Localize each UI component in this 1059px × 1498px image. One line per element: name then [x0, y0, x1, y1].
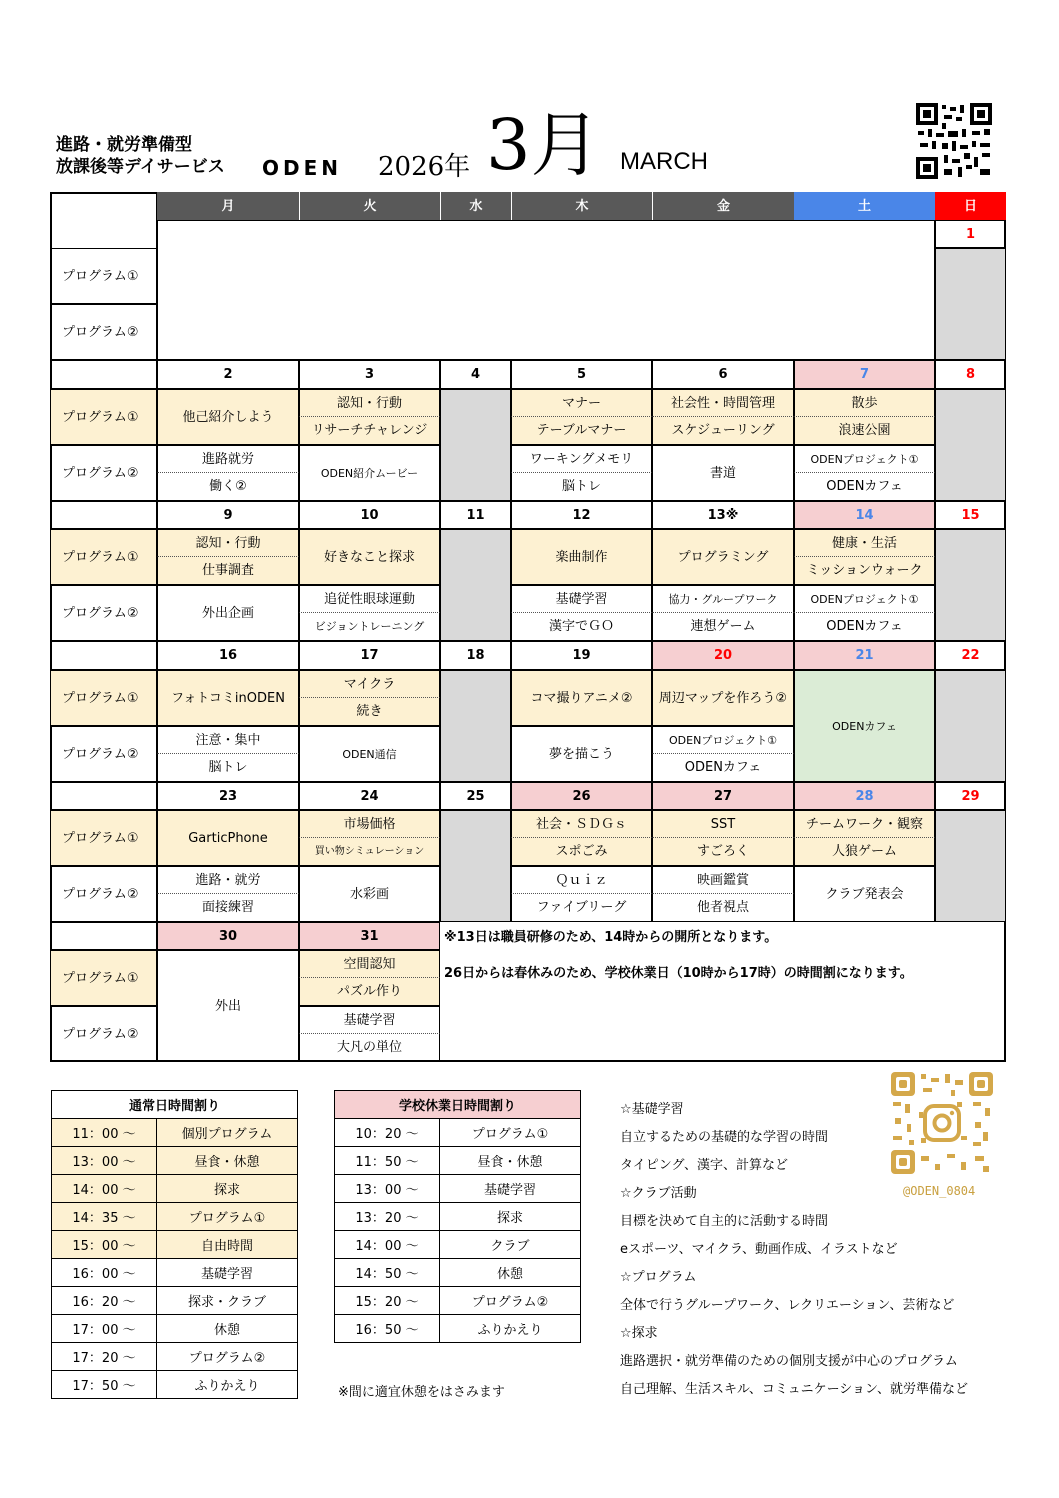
program-item[interactable]: ODENプロジェクト①: [794, 585, 935, 613]
qr-code-icon[interactable]: [916, 103, 992, 179]
activity: ふりかえり: [440, 1315, 581, 1343]
normal-schedule-table: [51, 1090, 298, 1399]
day-10[interactable]: 10: [299, 501, 440, 529]
day-4[interactable]: 4: [440, 360, 511, 389]
program-item[interactable]: ビジョントレーニング: [299, 613, 440, 641]
legend-text: 目標を決めて自主的に活動する時間: [620, 1214, 829, 1229]
legend-heading: ☆基礎学習: [620, 1102, 684, 1117]
label-program1: プログラム①: [50, 529, 157, 585]
legend-heading: ☆プログラム: [620, 1270, 697, 1285]
org-name: ODEN: [262, 156, 343, 180]
time: 17：20 〜: [52, 1343, 157, 1371]
program-item[interactable]: 進路・就労: [157, 866, 299, 894]
activity: クラブ: [440, 1231, 581, 1259]
activity: 探求: [440, 1203, 581, 1231]
program-item[interactable]: マナー: [511, 389, 652, 417]
org-title: [56, 134, 225, 178]
legend-heading: ☆探求: [620, 1326, 658, 1341]
program-item[interactable]: ワーキングメモリ: [511, 445, 652, 473]
program-item[interactable]: 好きなこと探求: [299, 529, 440, 585]
day-5[interactable]: 5: [511, 360, 652, 389]
day-31[interactable]: 31: [299, 922, 440, 950]
label-program2: プログラム②: [50, 304, 157, 360]
day-19[interactable]: 19: [511, 641, 652, 670]
closed-cell: [935, 810, 1006, 922]
year: 2026年: [378, 152, 471, 182]
program-item[interactable]: 認知・行動: [299, 389, 440, 417]
day-22[interactable]: 22: [935, 641, 1006, 670]
program-item[interactable]: 追従性眼球運動: [299, 585, 440, 613]
program-item[interactable]: ODEN紹介ムービー: [299, 445, 440, 501]
activity: 昼食・休憩: [440, 1147, 581, 1175]
day-26[interactable]: 26: [511, 782, 652, 810]
program-item[interactable]: 基礎学習: [299, 1006, 440, 1034]
day-12[interactable]: 12: [511, 501, 652, 529]
legend-text: タイピング、漢字、計算など: [620, 1158, 788, 1173]
activity: 基礎学習: [157, 1259, 298, 1287]
day-30[interactable]: 30: [157, 922, 299, 950]
day-1[interactable]: 1: [935, 220, 1006, 248]
time: 13：20 〜: [335, 1203, 440, 1231]
program-item[interactable]: 人狼ゲーム: [794, 838, 935, 866]
time: 17：00 〜: [52, 1315, 157, 1343]
program-item[interactable]: GarticPhone: [157, 810, 299, 866]
time: 11：50 〜: [335, 1147, 440, 1175]
program-item[interactable]: ミッションウォーク: [794, 557, 935, 585]
program-item[interactable]: 漢字でＧＯ: [511, 613, 652, 641]
program-item[interactable]: 健康・生活: [794, 529, 935, 557]
label-program2: プログラム②: [50, 726, 157, 782]
label-program1: プログラム①: [50, 950, 157, 1006]
day-24[interactable]: 24: [299, 782, 440, 810]
legend-text: 進路選択・就労準備のための個別支援が中心のプログラム: [620, 1354, 958, 1369]
program-item[interactable]: SST: [652, 810, 794, 838]
weekday-mon: 月: [157, 192, 299, 220]
program-item[interactable]: 基礎学習: [511, 585, 652, 613]
program-item[interactable]: 社会・ＳＤＧｓ: [511, 810, 652, 838]
program-item[interactable]: 書道: [652, 445, 794, 501]
program-item[interactable]: 散歩: [794, 389, 935, 417]
program-item[interactable]: パズル作り: [299, 978, 440, 1006]
program-item[interactable]: 仕事調査: [157, 557, 299, 585]
activity: ふりかえり: [157, 1371, 298, 1399]
program-item[interactable]: ODENカフェ: [652, 754, 794, 782]
day-2[interactable]: 2: [157, 360, 299, 389]
break-note: ※間に適宜休憩をはさみます: [338, 1385, 505, 1400]
legend-text: 全体で行うグループワーク、レクリエーション、芸術など: [620, 1298, 955, 1313]
program-item[interactable]: プログラミング: [652, 529, 794, 585]
note-13th: ※13日は職員研修のため、14時からの開所となります。: [444, 930, 778, 945]
activity: プログラム①: [157, 1203, 298, 1231]
day-28[interactable]: 28: [794, 782, 935, 810]
program-item[interactable]: ODENカフェ: [794, 473, 935, 501]
closed-cell: [935, 670, 1006, 782]
program-item[interactable]: 注意・集中: [157, 726, 299, 754]
normal-schedule-title: 通常日時間割り: [52, 1091, 298, 1119]
day-21[interactable]: 21: [794, 641, 935, 670]
day-9[interactable]: 9: [157, 501, 299, 529]
closed-cell: [440, 389, 511, 501]
time: 17：50 〜: [52, 1371, 157, 1399]
time: 16：00 〜: [52, 1259, 157, 1287]
calendar: [50, 192, 1006, 1062]
activity: 自由時間: [157, 1231, 298, 1259]
weekday-sun: 日: [935, 192, 1006, 220]
month: 3月: [486, 104, 601, 186]
closed-cell: [935, 529, 1006, 641]
label-program1: プログラム①: [50, 248, 157, 304]
program-item[interactable]: 水彩画: [299, 866, 440, 922]
time: 15：00 〜: [52, 1231, 157, 1259]
day-23[interactable]: 23: [157, 782, 299, 810]
day-18[interactable]: 18: [440, 641, 511, 670]
day-20[interactable]: 20: [652, 641, 794, 670]
activity: 昼食・休憩: [157, 1147, 298, 1175]
weekday-thu: 木: [511, 192, 652, 220]
instagram-qr-icon[interactable]: [891, 1072, 993, 1174]
program-item[interactable]: ODEN通信: [299, 726, 440, 782]
program-item[interactable]: マイクラ: [299, 670, 440, 698]
program-item[interactable]: 買い物シミュレーション: [299, 838, 440, 866]
weekday-sat: 土: [794, 192, 935, 220]
program-item[interactable]: 脳トレ: [157, 754, 299, 782]
day-14[interactable]: 14: [794, 501, 935, 529]
day-15[interactable]: 15: [935, 501, 1006, 529]
time: 14：50 〜: [335, 1259, 440, 1287]
program-item[interactable]: 周辺マップを作ろう②: [652, 670, 794, 726]
activity: プログラム②: [440, 1287, 581, 1315]
program-item[interactable]: 外出: [157, 950, 299, 1062]
program-item[interactable]: 外出企画: [157, 585, 299, 641]
activity: 基礎学習: [440, 1175, 581, 1203]
program-item[interactable]: リサーチチャレンジ: [299, 417, 440, 445]
program-item[interactable]: 認知・行動: [157, 529, 299, 557]
activity: 探求: [157, 1175, 298, 1203]
label-program1: プログラム①: [50, 670, 157, 726]
activity: 休憩: [440, 1259, 581, 1287]
program-item[interactable]: 社会性・時間管理: [652, 389, 794, 417]
program-item[interactable]: 映画鑑賞: [652, 866, 794, 894]
label-program2: プログラム②: [50, 445, 157, 501]
program-item[interactable]: 他己紹介しよう: [157, 389, 299, 445]
program-item[interactable]: 協力・グループワーク: [652, 585, 794, 613]
day-11[interactable]: 11: [440, 501, 511, 529]
time: 16：20 〜: [52, 1287, 157, 1315]
time: 10：20 〜: [335, 1119, 440, 1147]
day-3[interactable]: 3: [299, 360, 440, 389]
day-6[interactable]: 6: [652, 360, 794, 389]
holiday-schedule-title: 学校休業日時間割り: [335, 1091, 581, 1119]
program-item[interactable]: 楽曲制作: [511, 529, 652, 585]
day-7[interactable]: 7: [794, 360, 935, 389]
label-blank: [50, 501, 157, 529]
program-item[interactable]: 面接練習: [157, 894, 299, 922]
program-item[interactable]: 進路就労: [157, 445, 299, 473]
day-17[interactable]: 17: [299, 641, 440, 670]
day-29[interactable]: 29: [935, 782, 1006, 810]
program-item[interactable]: 連想ゲーム: [652, 613, 794, 641]
program-item[interactable]: ODENプロジェクト①: [794, 445, 935, 473]
program-item[interactable]: コマ撮りアニメ②: [511, 670, 652, 726]
time: 14：00 〜: [52, 1175, 157, 1203]
label-blank: [50, 782, 157, 810]
legend-text: 自立するための基礎的な学習の時間: [620, 1130, 829, 1145]
weekday-fri: 金: [652, 192, 794, 220]
program-item[interactable]: 空間認知: [299, 950, 440, 978]
program-item[interactable]: 夢を描こう: [511, 726, 652, 782]
program-item[interactable]: 働く②: [157, 473, 299, 501]
label-blank: [50, 641, 157, 670]
program-item[interactable]: ファイブリーグ: [511, 894, 652, 922]
time: 11：00 〜: [52, 1119, 157, 1147]
legend-text: eスポーツ、マイクラ、動画作成、イラストなど: [620, 1242, 898, 1257]
program-item[interactable]: クラブ発表会: [794, 866, 935, 922]
day-16[interactable]: 16: [157, 641, 299, 670]
closed-cell: [440, 670, 511, 782]
program-item[interactable]: スケジューリング: [652, 417, 794, 445]
program-item[interactable]: 大凡の単位: [299, 1034, 440, 1062]
program-item[interactable]: スポごみ: [511, 838, 652, 866]
program-item[interactable]: フォトコミinODEN: [157, 670, 299, 726]
day-8[interactable]: 8: [935, 360, 1006, 389]
program-item[interactable]: 市場価格: [299, 810, 440, 838]
time: 16：50 〜: [335, 1315, 440, 1343]
program-item[interactable]: ODENプロジェクト①: [652, 726, 794, 754]
label-blank: [50, 360, 157, 389]
activity: 個別プログラム: [157, 1119, 298, 1147]
label-program1: プログラム①: [50, 810, 157, 866]
activity: 休憩: [157, 1315, 298, 1343]
program-item[interactable]: チームワーク・観察: [794, 810, 935, 838]
legend-text: 自己理解、生活スキル、コミュニケーション、就労準備など: [620, 1382, 969, 1397]
time: 14：00 〜: [335, 1231, 440, 1259]
closed-cell: [440, 529, 511, 641]
program-item[interactable]: 浪速公園: [794, 417, 935, 445]
program-item[interactable]: ODENカフェ: [794, 613, 935, 641]
program-item[interactable]: テーブルマナー: [511, 417, 652, 445]
label-program2: プログラム②: [50, 1006, 157, 1062]
program-item[interactable]: すごろく: [652, 838, 794, 866]
week1-empty: [157, 220, 935, 360]
program-item[interactable]: 他者視点: [652, 894, 794, 922]
program-item[interactable]: Ｑｕｉｚ: [511, 866, 652, 894]
org-line2: 放課後等デイサービス: [56, 157, 225, 177]
note-spring-break: 26日からは春休みのため、学校休業日（10時から17時）の時間割になります。: [444, 966, 913, 981]
instagram-handle[interactable]: @ODEN_0804: [903, 1184, 976, 1198]
closed-cell: [440, 810, 511, 922]
label-program2: プログラム②: [50, 585, 157, 641]
closed-cell: [935, 389, 1006, 501]
label-program1: プログラム①: [50, 389, 157, 445]
time: 13：00 〜: [52, 1147, 157, 1175]
activity: 探求・クラブ: [157, 1287, 298, 1315]
legend-heading: ☆クラブ活動: [620, 1186, 697, 1201]
weekday-tue: 火: [299, 192, 440, 220]
label-blank: [50, 922, 157, 950]
weekday-wed: 水: [440, 192, 511, 220]
day-13[interactable]: 13※: [652, 501, 794, 529]
month-english: MARCH: [620, 148, 708, 175]
time: 14：35 〜: [52, 1203, 157, 1231]
holiday-schedule-table: [334, 1090, 581, 1343]
day-25[interactable]: 25: [440, 782, 511, 810]
program-item-cafe[interactable]: ODENカフェ: [794, 670, 935, 782]
activity: プログラム②: [157, 1343, 298, 1371]
activity: プログラム①: [440, 1119, 581, 1147]
label-program2: プログラム②: [50, 866, 157, 922]
program-item[interactable]: 続き: [299, 698, 440, 726]
org-line1: 進路・就労準備型: [56, 135, 192, 155]
program-item[interactable]: 脳トレ: [511, 473, 652, 501]
day-27[interactable]: 27: [652, 782, 794, 810]
time: 15：20 〜: [335, 1287, 440, 1315]
day-1-closed: [935, 248, 1006, 360]
time: 13：00 〜: [335, 1175, 440, 1203]
